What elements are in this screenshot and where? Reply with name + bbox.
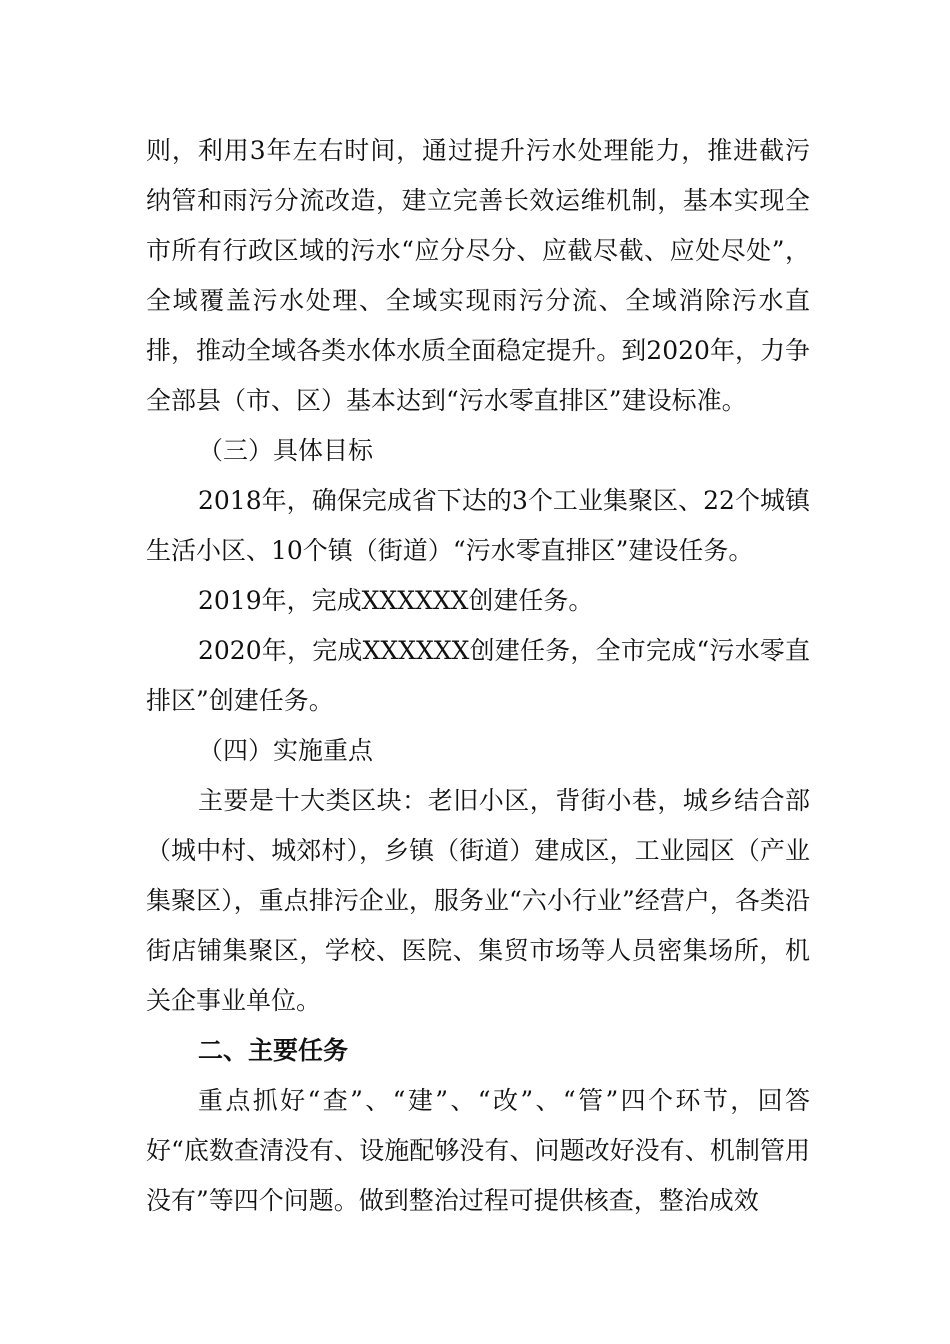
section-heading-main-tasks: 二、主要任务	[198, 1036, 349, 1065]
subheading-specific-targets: （三）具体目标	[198, 436, 374, 465]
paragraph-target-2019: 2019年，完成XXXXXX创建任务。	[198, 586, 594, 615]
paragraph-focus-areas: 主要是十大类区块：老旧小区，背街小巷，城乡结合部（城中村、城郊村），乡镇（街道）建成区，工业园区（产业集聚区），重点排污企业，服务业“六小行业”经营户，各类沿街店铺集聚区，学校、医院、集贸市场等人员密集场所，机关企事业单位。	[146, 786, 810, 1015]
paragraph-continuation: 则，利用3年左右时间，通过提升污水处理能力，推进截污纳管和雨污分流改造，建立完善长效运维机制，基本实现全市所有行政区域的污水“应分尽分、应截尽截、应处尽处”，全域覆盖污水处理、全域实现雨污分流、全域消除污水直排，推动全域各类水体水质全面稳定提升。到2020年，力争全部县（市、区）基本达到“污水零直排区”建设标准。	[146, 136, 810, 415]
paragraph-main-tasks: 重点抓好“查”、“建”、“改”、“管”四个环节，回答好“底数查清没有、设施配够没有、问题改好没有、机制管用没有”等四个问题。做到整治过程可提供核查，整治成效	[146, 1086, 810, 1215]
paragraph-target-2018: 2018年，确保完成省下达的3个工业集聚区、22个城镇生活小区、10个镇（街道）“污水零直排区”建设任务。	[146, 486, 810, 565]
subheading-implementation-focus: （四）实施重点	[198, 736, 374, 765]
paragraph-target-2020: 2020年，完成XXXXXX创建任务，全市完成“污水零直排区”创建任务。	[146, 636, 810, 715]
document-body	[146, 126, 810, 1226]
